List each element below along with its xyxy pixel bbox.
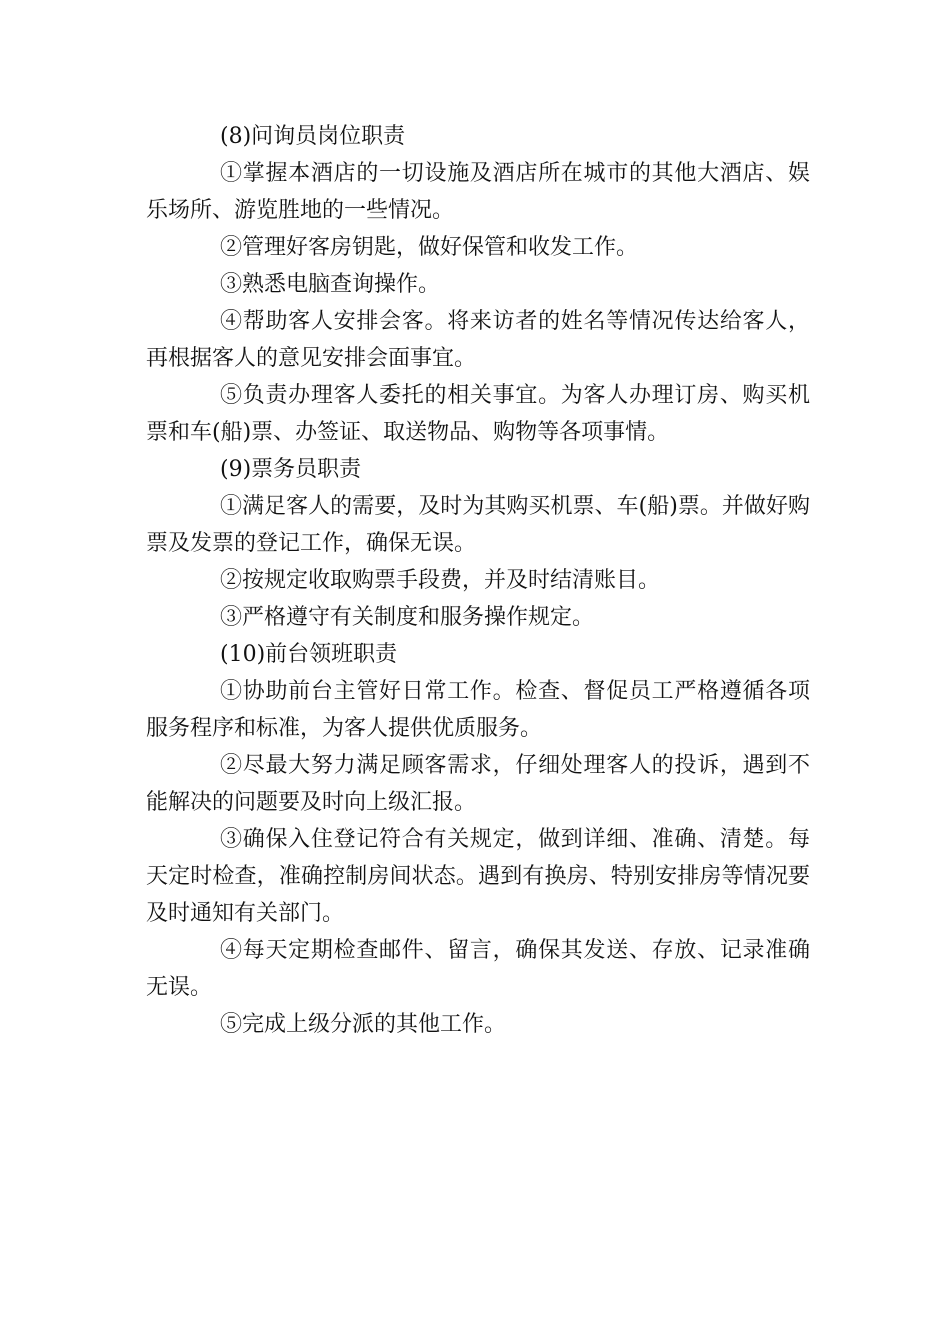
paragraph: ④帮助客人安排会客。将来访者的姓名等情况传达给客人，再根据客人的意见安排会面事宜。 <box>146 309 810 371</box>
paragraph: ③确保入住登记符合有关规定，做到详细、准确、清楚。每天定时检查，准确控制房间状态。遇到有换房、特别安排房等情况要及时通知有关部门。 <box>146 827 810 926</box>
paragraph: ⑤负责办理客人委托的相关事宜。为客人办理订房、购买机票和车(船)票、办签证、取送物品、购物等各项事情。 <box>146 383 810 445</box>
paragraph: ②按规定收取购票手段费，并及时结清账目。 <box>220 568 661 593</box>
paragraph: ③严格遵守有关制度和服务操作规定。 <box>220 605 595 630</box>
paragraph: ②管理好客房钥匙，做好保管和收发工作。 <box>220 235 639 260</box>
section-heading: (10)前台领班职责 <box>220 642 398 667</box>
paragraph: ①满足客人的需要，及时为其购买机票、车(船)票。并做好购票及发票的登记工作，确保无误。 <box>146 494 810 556</box>
paragraph: ①协助前台主管好日常工作。检查、督促员工严格遵循各项服务程序和标准，为客人提供优质服务。 <box>146 679 810 741</box>
paragraph: ①掌握本酒店的一切设施及酒店所在城市的其他大酒店、娱乐场所、游览胜地的一些情况。 <box>146 161 810 223</box>
document-body <box>146 118 810 1043</box>
paragraph: ②尽最大努力满足顾客需求，仔细处理客人的投诉，遇到不能解决的问题要及时向上级汇报。 <box>146 753 810 815</box>
paragraph: ④每天定期检查邮件、留言，确保其发送、存放、记录准确无误。 <box>146 938 810 1000</box>
paragraph: ⑤完成上级分派的其他工作。 <box>220 1012 507 1037</box>
paragraph: ③熟悉电脑查询操作。 <box>220 272 441 297</box>
section-heading: (9)票务员职责 <box>220 457 362 482</box>
section-heading: (8)问询员岗位职责 <box>220 124 406 149</box>
